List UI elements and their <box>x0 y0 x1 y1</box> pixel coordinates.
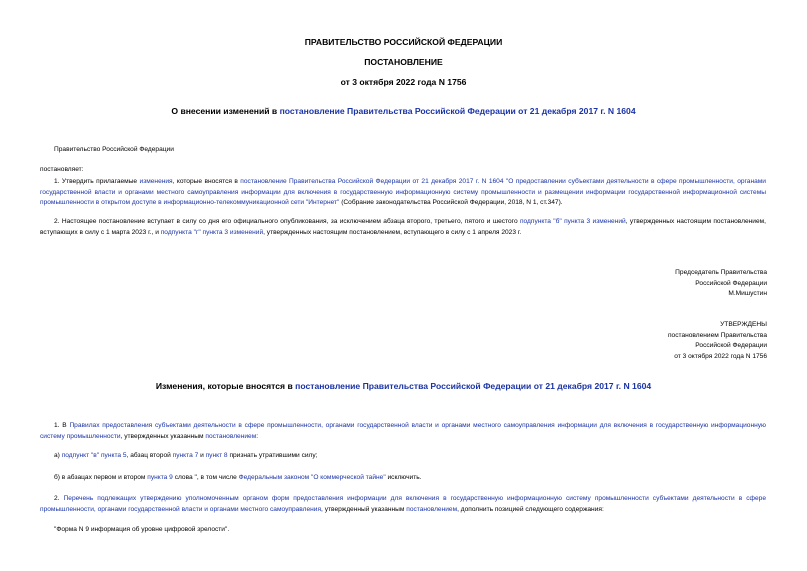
change-1: 1. В Правилах предоставления субъектами деятельности в сфере промышленности, органами государственной власти и органами местного самоуправления информации для включения в государственную информационную систему промышленности, утвержденных указанным постановлением: <box>40 422 766 440</box>
link-amendments[interactable]: изменения <box>139 178 173 185</box>
government-heading: ПРАВИТЕЛЬСТВО РОССИЙСКОЙ ФЕДЕРАЦИИ <box>304 37 503 47</box>
paragraph-2: 2. Настоящее постановление вступает в силу со дня его официального опубликования, за исключением абзаца второго, третьего, пятого и шестого подпункта "б" пункта 3 изменений, утвержденных настоящим постановлением, вступающих в силу с 1 марта 2023 г., и подпункта "г" пункта 3 изменений, утвержденных настоящим постановлением, вступающего в силу с 1 апреля 2023 г. <box>40 218 767 236</box>
title-link[interactable]: постановление Правительства Российской Федерации от 21 декабря 2017 г. N 1604 <box>279 106 636 116</box>
signature-country: Российской Федерации <box>695 279 767 287</box>
link-subparagraph-b[interactable]: подпункта "б" пункта 3 изменений <box>519 218 626 225</box>
link-trade-secret-law[interactable]: Федеральным законом "О коммерческой тайне" <box>238 474 386 481</box>
signature-role: Председатель Правительства <box>675 269 767 276</box>
link-point-7[interactable]: пункта 7 <box>172 452 199 459</box>
link-rules[interactable]: Правилах предоставления субъектами деятельности в сфере промышленности, органами государственной власти и органами местного самоуправления информации для включения в государственную информационную систему промышленности <box>40 422 766 440</box>
link-forms-list[interactable]: Перечень подлежащих утверждению уполномоченным органом форм предоставления информации для включения в государственную информационную систему промышленности субъектами деятельности в сфере промышленности, органами государственной власти и органами местного самоуправления <box>40 495 766 513</box>
change-1b: б) в абзацах первом и втором пункта 9 слова ", в том числе Федеральным законом "О коммерческой тайне" исключить. <box>54 474 422 481</box>
approved-label: УТВЕРЖДЕНЫ <box>720 321 767 328</box>
link-subparagraph-g[interactable]: подпункта "г" пункта 3 изменений <box>160 228 264 236</box>
changes-title: Изменения, которые вносятся в постановление Правительства Российской Федерации от 21 декабря 2017 г. N 1604 <box>155 381 652 391</box>
approved-block <box>668 320 767 362</box>
approved-date: от 3 октября 2022 года N 1756 <box>674 352 767 360</box>
approved-by: постановлением Правительства <box>667 331 767 339</box>
document-date-number: от 3 октября 2022 года N 1756 <box>340 77 467 87</box>
change-1a: а) подпункт "в" пункта 5, абзац второй пункта 7 и пункт 8 признать утратившими силу; <box>54 452 318 459</box>
changes-title-link[interactable]: постановление Правительства Российской Федерации от 21 декабря 2017 г. N 1604 <box>295 381 652 391</box>
approved-country: Российской Федерации <box>695 342 767 349</box>
change-2: 2. Перечень подлежащих утверждению уполномоченным органом форм предоставления информации для включения в государственную информационную систему промышленности субъектами деятельности в сфере промышленности, органами государственной власти и органами местного самоуправления, утвержденный указанным постановлением, дополнить позицией следующего содержания: <box>40 495 766 513</box>
document-type: ПОСТАНОВЛЕНИЕ <box>364 57 443 67</box>
link-decree-2[interactable]: постановлением <box>406 505 458 513</box>
link-decree[interactable]: постановлением <box>205 432 257 440</box>
link-decree-1604[interactable]: постановление Правительства Российской Федерации от 21 декабря 2017 г. N 1604 "О предоставлении субъектами деятельности в сфере промышленности, органами государственной власти и органами местного самоуправления информации для включения в государственную информационную систему промышленности и размещении информации государственной информационной системы промышленности в открытом доступе в информационно-телекоммуникационной сети "Интернет" <box>40 178 766 206</box>
paragraph-1: 1. Утвердить прилагаемые изменения, которые вносятся в постановление Правительства Российской Федерации от 21 декабря 2017 г. N 1604 "О предоставлении субъектами деятельности в сфере промышленности, органами государственной власти и органами местного самоуправления информации для включения в государственную информационную систему промышленности и размещении информации государственной информационной системы промышленности в открытом доступе в информационно-телекоммуникационной сети "Интернет" (Собрание законодательства Российской Федерации, 2018, N 1, ст.347). <box>40 178 766 206</box>
link-point-9[interactable]: пункта 9 <box>147 474 173 481</box>
signature-block <box>675 268 767 300</box>
decrees-text: постановляет: <box>40 166 84 173</box>
link-point-8[interactable]: пункт 8 <box>205 452 228 459</box>
government-subject: Правительство Российской Федерации <box>54 146 174 153</box>
document-title: О внесении изменений в постановление Правительства Российской Федерации от 21 декабря 2017 г. N 1604 <box>171 106 636 116</box>
link-subpoint-v-point-5[interactable]: подпункт "в" пункта 5 <box>61 452 127 459</box>
form-9-entry: "Форма N 9 информация об уровне цифровой зрелости". <box>54 526 230 533</box>
signature-name: М.Мишустин <box>728 290 767 297</box>
